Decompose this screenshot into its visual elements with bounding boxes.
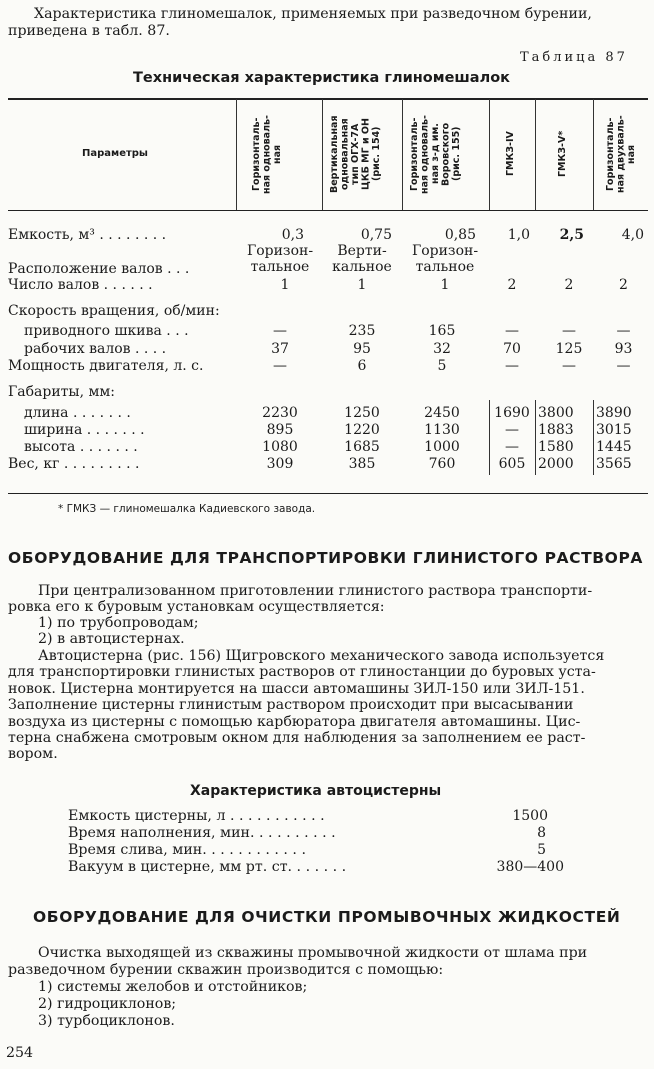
row-label-drive-pulley: приводного шкива . . . <box>24 323 189 339</box>
col-header-text: Горизонталь- <box>409 117 420 191</box>
row-label-shaft-position: Расположение валов . . . <box>8 261 190 277</box>
table-cell: 3565 <box>596 456 632 472</box>
table-cell: 1000 <box>424 439 460 455</box>
col-header-text: Горизонталь- <box>251 117 262 191</box>
table-cell: 1250 <box>344 405 380 421</box>
table-cell: 2,5 <box>559 227 584 243</box>
table-cell: — <box>616 358 631 374</box>
col-header-text: Горизонталь- <box>605 117 616 191</box>
table-cell: — <box>505 439 519 455</box>
table-cell: — <box>273 358 287 374</box>
table-cell: 605 <box>498 456 526 472</box>
text-line: вором. <box>8 746 58 762</box>
text-line: Автоцистерна (рис. 156) Щигровского механического завода используется <box>38 648 605 664</box>
table-cell: 37 <box>271 341 289 357</box>
table-cell: — <box>505 422 519 438</box>
text-line: 1) по трубопроводам; <box>38 615 199 631</box>
table-cell: 2450 <box>424 405 460 421</box>
intro-line-2: приведена в табл. 87. <box>8 23 170 39</box>
table-cell: — <box>616 323 631 339</box>
table-cell: — <box>562 323 576 339</box>
table-top-rule <box>8 98 648 100</box>
table-cell: 70 <box>503 341 521 357</box>
table-cell: 235 <box>348 323 376 339</box>
col-header-text: Воровского <box>440 122 452 186</box>
table-cell: 2000 <box>538 456 574 472</box>
col-divider <box>593 400 594 475</box>
text-line: 3) турбоциклонов. <box>38 1013 175 1029</box>
row-label-height: высота . . . . . . . <box>24 439 138 455</box>
text-line: для транспортировки глинистых растворов от глиностанции до буровых уста- <box>8 664 596 680</box>
table-cell: 2 <box>564 277 574 293</box>
table-cell: 1690 <box>494 405 530 421</box>
text-line: 1) системы желобов и отстойников; <box>38 979 308 995</box>
table-cell: 3015 <box>596 422 632 438</box>
spec-value: 8 <box>537 825 546 841</box>
col-header-text: ная одноваль- <box>419 114 431 194</box>
section-heading-transport: ОБОРУДОВАНИЕ ДЛЯ ТРАНСПОРТИРОВКИ ГЛИНИСТОГО РАСТВОРА <box>8 549 644 567</box>
col-divider <box>236 99 237 210</box>
table-cell: 6 <box>357 358 367 374</box>
row-label-capacity: Емкость, м³ . . . . . . . . <box>8 227 167 243</box>
table-cell: 125 <box>555 341 583 357</box>
col-header-3 <box>410 102 463 206</box>
table-cell: 32 <box>433 341 451 357</box>
intro-line-1: Характеристика глиномешалок, применяемых при разведочном бурении, <box>34 6 592 22</box>
table-cell: — <box>505 323 519 339</box>
table-cell: 1445 <box>596 439 632 455</box>
table-cell: 895 <box>266 422 294 438</box>
table-cell: 3890 <box>596 405 632 421</box>
col-header-6 <box>606 102 638 206</box>
table-cell: — <box>505 358 519 374</box>
table-cell: 3800 <box>538 405 574 421</box>
col-header-text: ная двухваль- <box>615 115 627 193</box>
table-cell: 0,3 <box>281 227 304 243</box>
spec-label: Емкость цистерны, л . . . . . . . . . . . <box>68 808 325 824</box>
table-cell: 1883 <box>538 422 574 438</box>
col-header-text: Вертикальная <box>329 115 340 193</box>
text-line: 2) в автоцистернах. <box>38 631 185 647</box>
col-divider <box>535 400 536 475</box>
row-label-shaft-count: Число валов . . . . . . <box>8 277 153 293</box>
row-label-width: ширина . . . . . . . <box>24 422 145 438</box>
table-cell: 95 <box>353 341 371 357</box>
text-line: новок. Цистерна монтируется на шасси автомашины ЗИЛ-150 или ЗИЛ-151. <box>8 681 585 697</box>
col-divider <box>593 99 594 210</box>
table-cell: 2 <box>507 277 517 293</box>
text-line: воздуха из цистерны с помощью карбюратора двигателя автомашины. Цис- <box>8 714 581 730</box>
text-line: Заполнение цистерны глинистым раствором происходит при высасывании <box>8 697 574 713</box>
table-cell: 1220 <box>344 422 380 438</box>
spec-value: 380—400 <box>496 859 564 875</box>
table-cell: 1 <box>357 277 367 293</box>
col-header-text: ная <box>272 144 283 164</box>
table-cell: 1080 <box>262 439 298 455</box>
row-label-dims: Габариты, мм: <box>8 384 115 400</box>
table-cell: 4,0 <box>621 227 644 243</box>
spec-value: 5 <box>537 842 546 858</box>
row-label-speed: Скорость вращения, об/мин: <box>8 303 220 319</box>
col-divider <box>489 99 490 210</box>
table-cell: 0,75 <box>360 227 392 243</box>
table-cell: 2 <box>619 277 628 293</box>
table-cell: 2230 <box>262 405 298 421</box>
row-label-weight: Вес, кг . . . . . . . . . <box>8 456 140 472</box>
table-cell: тальное <box>250 259 310 275</box>
table-cell: 0,85 <box>444 227 476 243</box>
table-cell: 1580 <box>538 439 574 455</box>
table-cell: 93 <box>614 341 633 357</box>
row-label-working-shafts: рабочих валов . . . . <box>24 341 167 357</box>
table-bottom-rule <box>8 493 648 494</box>
col-header-text: ная <box>626 144 637 164</box>
spec-label: Вакуум в цистерне, мм рт. ст. . . . . . . <box>68 859 347 875</box>
table-cell: 5 <box>437 358 447 374</box>
row-label-engine-power: Мощность двигателя, л. с. <box>8 358 204 374</box>
table-cell: Горизон- <box>411 243 479 259</box>
table-cell: 1 <box>440 277 450 293</box>
table-footnote: * ГМКЗ — глиномешалка Кадиевского завода. <box>58 503 316 515</box>
col-header-text: одновальная <box>339 118 351 190</box>
truck-heading: Характеристика автоцистерны <box>190 783 442 799</box>
param-header: Параметры <box>82 148 148 159</box>
table-title: Техническая характеристика глиномешалок <box>133 70 511 86</box>
col-header-1 <box>252 102 284 206</box>
table-cell: 165 <box>428 323 456 339</box>
col-header-4 <box>506 102 517 206</box>
col-header-text: ная одноваль- <box>261 114 273 194</box>
text-line: Очистка выходящей из скважины промывочной жидкости от шлама при <box>38 945 588 961</box>
table-cell: 760 <box>428 456 456 472</box>
page-number: 254 <box>6 1045 34 1061</box>
spec-label: Время слива, мин. . . . . . . . . . . . <box>68 842 306 858</box>
section-heading-cleaning: ОБОРУДОВАНИЕ ДЛЯ ОЧИСТКИ ПРОМЫВОЧНЫХ ЖИДКОСТЕЙ <box>33 908 621 926</box>
text-line: При централизованном приготовлении глинистого раствора транспорти- <box>38 583 593 599</box>
row-label-length: длина . . . . . . . <box>24 405 131 421</box>
col-divider <box>535 99 536 210</box>
table-cell: — <box>273 323 287 339</box>
table-cell: Горизон- <box>246 243 314 259</box>
col-divider <box>402 99 403 210</box>
col-header-text: ГМКЗ-IV <box>505 131 516 177</box>
text-line: терна снабжена смотровым окном для наблюдения за заполнением ее раст- <box>8 730 586 746</box>
text-line: 2) гидроциклонов; <box>38 996 177 1012</box>
table-cell: кальное <box>332 259 392 275</box>
table-cell: 385 <box>348 456 376 472</box>
col-header-text: тип ОГХ-7А <box>350 123 361 185</box>
table-cell: — <box>562 358 576 374</box>
table-caption: Таблица 87 <box>520 50 628 65</box>
col-header-5 <box>558 102 569 206</box>
table-cell: тальное <box>415 259 475 275</box>
table-cell: 1,0 <box>507 227 530 243</box>
table-cell: Верти- <box>337 243 387 259</box>
spec-label: Время наполнения, мин. . . . . . . . . . <box>68 825 336 841</box>
spec-value: 1500 <box>512 808 548 824</box>
table-cell: 1685 <box>344 439 380 455</box>
text-line: разведочном бурении скважин производится с помощью: <box>8 962 444 978</box>
col-header-text: ГМКЗ-V* <box>557 130 568 178</box>
col-header-2 <box>330 102 383 206</box>
col-header-text: (рис. 155) <box>451 126 462 182</box>
col-header-text: (рис. 154) <box>371 126 382 182</box>
table-header-rule <box>8 210 648 211</box>
table-cell: 1130 <box>424 422 460 438</box>
col-divider <box>322 99 323 210</box>
text-line: ровка его к буровым установкам осуществляется: <box>8 599 385 615</box>
col-header-text: ная з-д им. <box>430 123 441 185</box>
table-cell: 1 <box>280 277 290 293</box>
table-cell: 309 <box>266 456 294 472</box>
col-header-text: ЦКБ МГ и ОН <box>360 118 372 190</box>
